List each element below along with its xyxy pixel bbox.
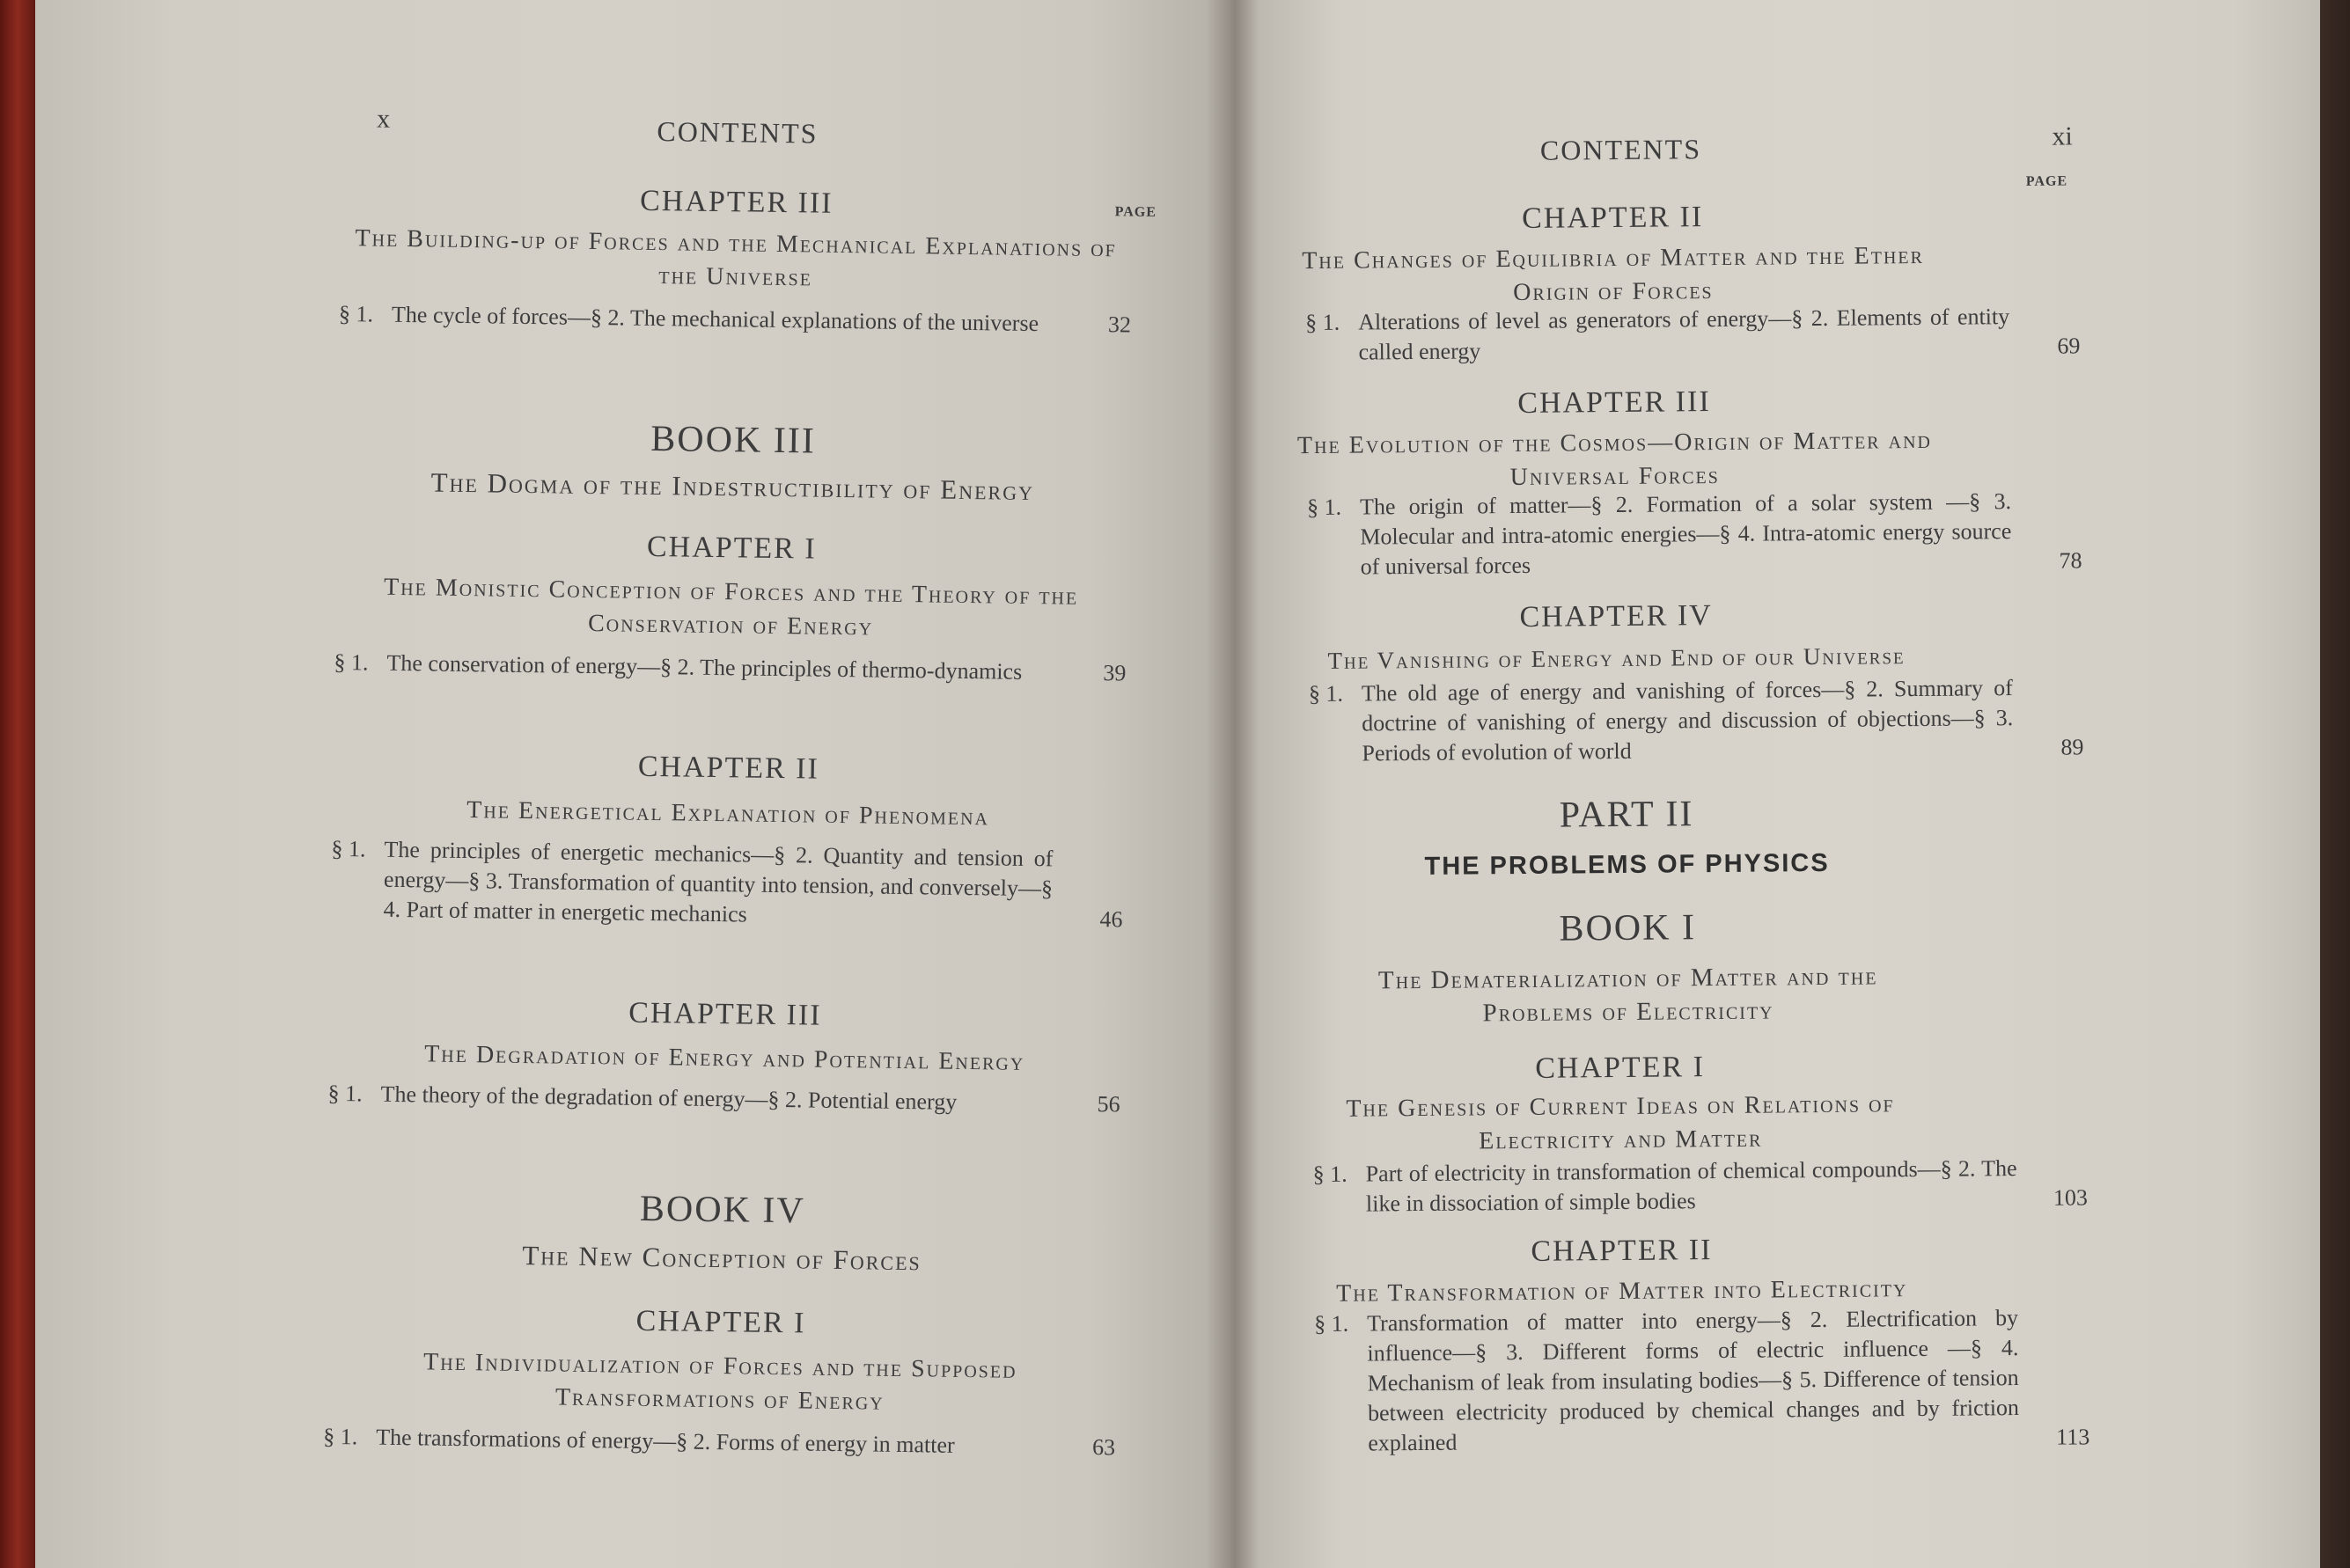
toc-entry-page: 32: [1107, 311, 1132, 338]
book-heading: BOOK I: [1559, 907, 1697, 949]
toc-entry-text: Part of electricity in transformation of chemical compounds—§ 2. The like in dissociation of simple bodies: [1365, 1155, 2017, 1217]
part-subtitle: THE PROBLEMS OF PHYSICS: [1424, 848, 1830, 881]
page-folio: xi: [2052, 121, 2073, 151]
book-title: The New Conception of Forces: [522, 1239, 922, 1277]
toc-entry-page: 39: [1103, 660, 1127, 686]
chapter-title: The Genesis of Current Ideas on Relations of Electricity and Matter: [1346, 1090, 1895, 1155]
book-heading: BOOK III: [650, 418, 817, 462]
chapter-heading: CHAPTER II: [1531, 1234, 1713, 1268]
toc-entry-text: The theory of the degradation of energy—§ 2. Potential energy: [380, 1081, 958, 1115]
chapter-heading: CHAPTER I: [1535, 1051, 1706, 1085]
page-column-label: PAGE: [1114, 204, 1157, 220]
chapter-title: The Monistic Conception of Forces and the Theory of the Conservation of Energy: [383, 573, 1079, 641]
toc-entry-page: 56: [1097, 1091, 1120, 1117]
section-mark: § 1.: [1308, 680, 1344, 707]
chapter-heading: CHAPTER II: [1521, 201, 1704, 235]
section-mark: § 1.: [327, 1080, 363, 1107]
chapter-title: The Evolution of the Cosmos—Origin of Matter and Universal Forces: [1296, 426, 1933, 492]
section-mark: § 1.: [338, 300, 374, 327]
toc-entry-page: 69: [2057, 333, 2081, 359]
section-mark: § 1.: [323, 1423, 358, 1450]
part-heading: PART II: [1559, 794, 1694, 836]
toc-entry: [1305, 301, 2081, 368]
section-mark: § 1.: [331, 835, 366, 862]
toc-entry-page: 46: [1099, 906, 1123, 933]
toc-entry-page: 63: [1091, 1434, 1116, 1461]
toc-entry: [1314, 1302, 2089, 1459]
chapter-title: The Building-up of Forces and the Mechanical Explanations of the Universe: [355, 224, 1118, 292]
book-cover-edge: [0, 0, 35, 1568]
chapter-title: The Individualization of Forces and the Supposed Transformations of Energy: [422, 1348, 1017, 1416]
page-column-label: PAGE: [2025, 173, 2068, 189]
toc-entry-text: Transformation of matter into energy—§ 2. Electrification by influence—§ 3. Different forms of electric influence —§ 4. Mechanism of leak from insulating bodies—§ 5. Difference of tension between electricity produced by chemical changes and by friction explained: [1367, 1305, 2020, 1456]
section-mark: § 1.: [1314, 1310, 1349, 1337]
toc-entry: [1307, 486, 2082, 583]
chapter-title: The Transformation of Matter into Electricity: [1336, 1275, 1908, 1308]
chapter-heading: CHAPTER II: [637, 750, 820, 786]
running-head: CONTENTS: [1539, 133, 1702, 166]
toc-entry: [1309, 672, 2084, 769]
chapter-title: The Degradation of Energy and Potential Energy: [423, 1040, 1025, 1076]
toc-entry-text: The conservation of energy—§ 2. The principles of thermo-dynamics: [386, 649, 1023, 685]
toc-entry-page: 89: [2060, 734, 2084, 760]
chapter-heading: CHAPTER I: [646, 530, 817, 566]
toc-entry-text: The cycle of forces—§ 2. The mechanical explanations of the universe: [391, 301, 1039, 337]
section-mark: § 1.: [1305, 309, 1340, 336]
chapter-heading: CHAPTER III: [1517, 385, 1711, 420]
toc-entry-page: 103: [2053, 1184, 2089, 1211]
chapter-title: The Vanishing of Energy and End of our Universe: [1327, 642, 1906, 674]
toc-entry: [1313, 1153, 2089, 1220]
section-mark: § 1.: [334, 648, 369, 676]
chapter-title: The Energetical Explanation of Phenomena: [466, 796, 990, 832]
book-heading: BOOK IV: [639, 1188, 806, 1232]
toc-entry-text: The old age of energy and vanishing of forces—§ 2. Summary of doctrine of vanishing of energy and discussion of objections—§ 3. Periods of evolution of world: [1361, 675, 2014, 766]
section-mark: § 1.: [1312, 1161, 1348, 1188]
section-mark: § 1.: [1306, 494, 1342, 521]
chapter-heading: CHAPTER III: [628, 996, 822, 1032]
toc-entry-page: 78: [2059, 547, 2082, 574]
toc-entry: [330, 834, 1123, 935]
toc-entry-text: Alterations of level as generators of energy—§ 2. Elements of entity called energy: [1358, 304, 2010, 365]
book-cover-edge-right: [2320, 0, 2350, 1568]
chapter-title: The Changes of Equilibria of Matter and the Ether Origin of Forces: [1302, 241, 1925, 307]
toc-entry-text: The transformations of energy—§ 2. Forms of energy in matter: [375, 1424, 955, 1458]
toc-entry-text: The principles of energetic mechanics—§ 2. Quantity and tension of energy—§ 3. Transformation of quantity into tension, and conversely—§ 4. Part of matter in energetic mechanics: [383, 836, 1054, 927]
running-head: CONTENTS: [657, 114, 819, 150]
toc-entry-page: 113: [2056, 1424, 2090, 1450]
page-folio: x: [376, 104, 391, 134]
book-title: The Dogma of the Indestructibility of Energy: [430, 466, 1035, 507]
toc-entry-text: The origin of matter—§ 2. Formation of a solar system —§ 3. Molecular and intra-atomic energies—§ 4. Intra-atomic energy source of universal forces: [1359, 488, 2012, 580]
chapter-heading: CHAPTER I: [635, 1304, 806, 1340]
chapter-heading: CHAPTER IV: [1519, 599, 1713, 634]
chapter-heading: CHAPTER III: [639, 184, 834, 220]
book-title: The Dematerialization of Matter and the Problems of Electricity: [1377, 962, 1878, 1028]
